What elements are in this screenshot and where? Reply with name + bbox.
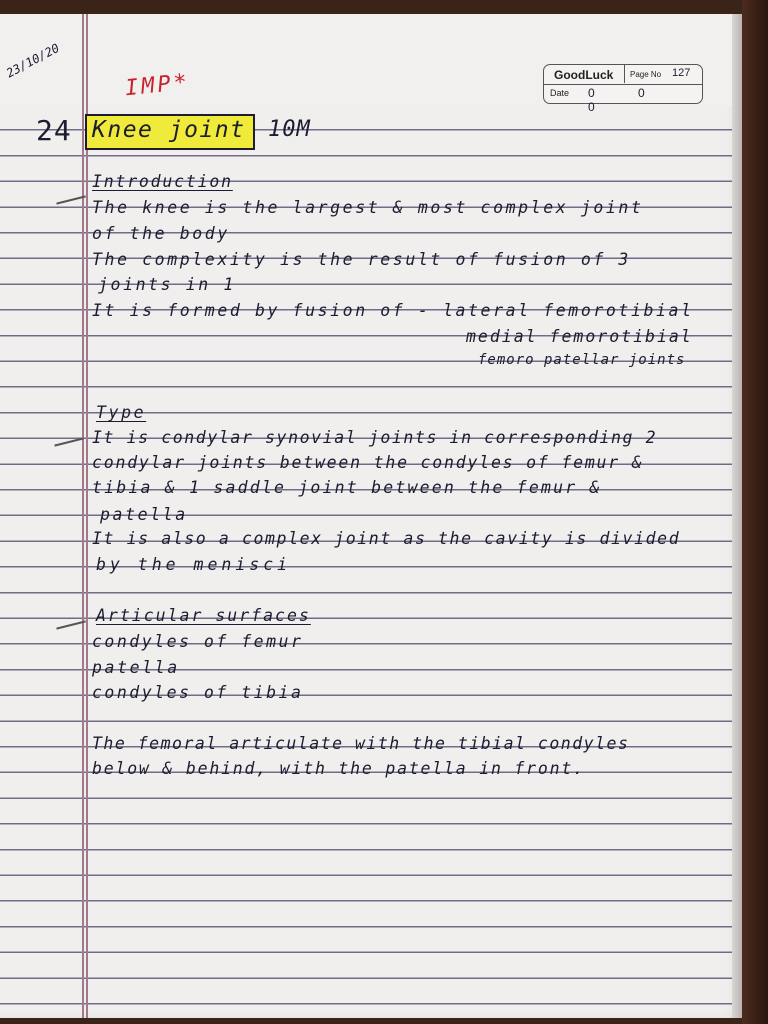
heading-articular-surfaces: Articular surfaces — [96, 606, 311, 625]
text-line: condylar joints between the condyles of femur & — [92, 453, 644, 472]
text-line: patella — [100, 505, 188, 524]
margin-line-left — [82, 14, 84, 1018]
text-line: The knee is the largest & most complex joint — [92, 198, 644, 217]
date-value: 0 0 0 — [588, 86, 665, 114]
text-line: The complexity is the result of fusion of 3 — [92, 250, 631, 269]
date-note: 23/10/20 — [4, 40, 62, 81]
box-divider — [544, 84, 702, 85]
text-line: of the body — [92, 224, 230, 243]
text-line: joints in 1 — [98, 275, 236, 294]
question-marks: 10M — [268, 117, 311, 142]
question-title: Knee joint — [92, 117, 246, 143]
text-line: condyles of femur — [92, 632, 304, 651]
text-line: below & behind, with the patella in front. — [92, 759, 585, 778]
date-label: Date — [550, 88, 570, 98]
text-line: It is formed by fusion of - lateral femorotibial — [92, 301, 694, 320]
page-edge — [732, 14, 742, 1018]
text-line: It is also a complex joint as the cavity is divided — [92, 529, 681, 548]
page-number-box — [543, 64, 703, 114]
notebook-spine — [742, 0, 768, 1024]
text-line: tibia & 1 saddle joint between the femur & — [92, 478, 602, 497]
heading-introduction: Introduction — [92, 172, 233, 191]
text-line: femoro patellar joints — [478, 352, 686, 368]
text-line: patella — [92, 658, 180, 677]
imp-note: IMP* — [123, 69, 192, 102]
question-number: 24 — [36, 114, 72, 147]
text-line: medial femorotibial — [466, 327, 693, 346]
text-line: by the menisci — [96, 555, 292, 574]
margin-line-right — [86, 14, 88, 1018]
text-line: The femoral articulate with the tibial condyles — [92, 734, 630, 753]
brand-label: GoodLuck — [554, 68, 614, 82]
box-divider — [624, 65, 625, 83]
text-line: condyles of tibia — [92, 683, 304, 702]
heading-type: Type — [96, 403, 147, 422]
page-label: Page No — [630, 70, 662, 79]
text-line: It is condylar synovial joints in corresponding 2 — [92, 428, 658, 447]
page-number: 127 — [672, 67, 691, 79]
